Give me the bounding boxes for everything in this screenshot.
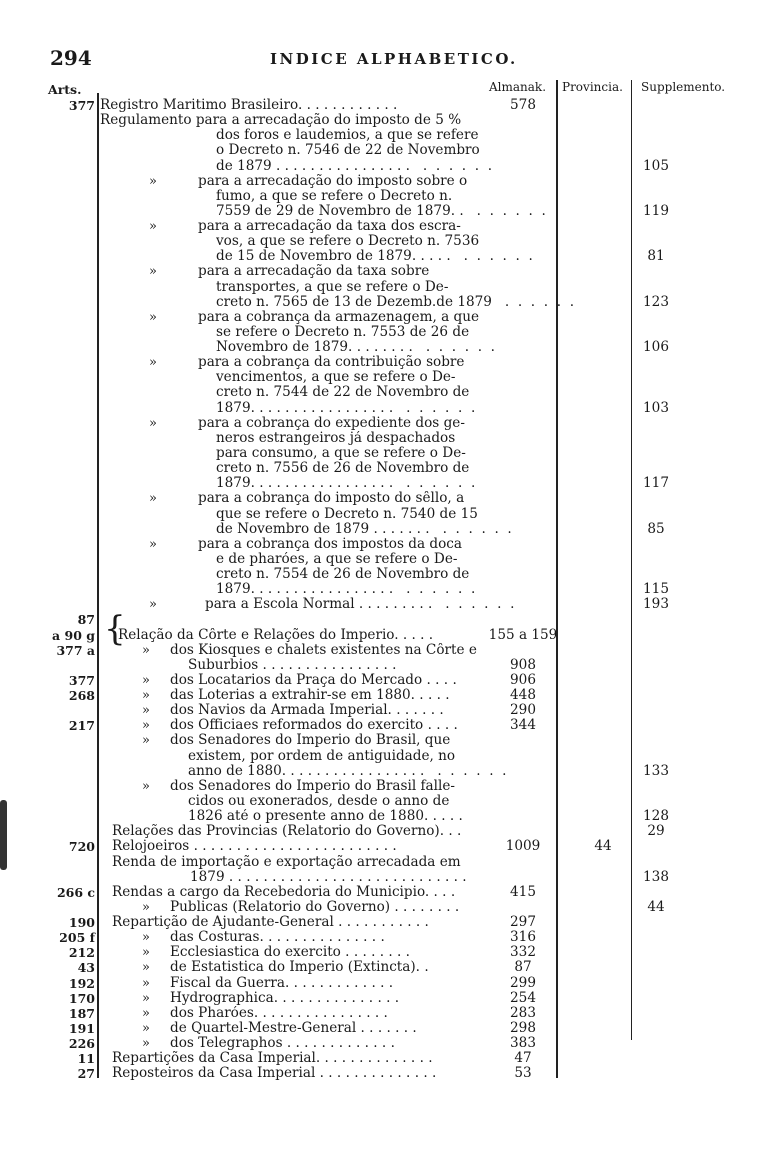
article-number: 11 <box>77 1051 95 1067</box>
ditto-mark: » <box>142 990 150 1006</box>
article-number: 377 <box>68 98 95 113</box>
entry-text: das Loterias a extrahir-se em 1880. . . . . <box>170 688 450 704</box>
entry-text: transportes, a que se refere o De- <box>216 279 449 295</box>
ditto-mark: » <box>149 536 157 552</box>
entry-text: dos Pharóes. . . . . . . . . . . . . . . . <box>170 1005 388 1021</box>
supplemento-page: 81 <box>647 248 665 265</box>
entry-text: Publicas (Relatorio do Governo) . . . . . . . . <box>170 899 460 915</box>
provincia-column-rule <box>631 80 632 1040</box>
ditto-mark: » <box>142 899 150 915</box>
entry-text: Suburbios . . . . . . . . . . . . . . . . <box>188 657 397 673</box>
article-number: 268 <box>68 688 95 704</box>
ditto-mark: » <box>142 672 150 688</box>
almanak-page: 448 <box>510 687 536 704</box>
entry-text: dos Telegraphos . . . . . . . . . . . . . <box>170 1036 395 1052</box>
brace-mark: { <box>104 609 126 649</box>
entry-text: Ecclesiastica do exercito . . . . . . . . <box>170 945 411 961</box>
ditto-mark: » <box>149 309 157 325</box>
supplemento-page: 44 <box>647 898 665 915</box>
entry-text: para a arrecadação da taxa dos escra- <box>198 219 461 235</box>
entry-text: Relojoeiros . . . . . . . . . . . . . . . . . . . . . . . . <box>112 839 397 855</box>
almanak-page: 578 <box>510 97 536 113</box>
ditto-mark: » <box>149 264 157 280</box>
ditto-mark: » <box>142 1036 150 1052</box>
ditto-mark: » <box>142 778 150 794</box>
ditto-mark: » <box>142 718 150 734</box>
page-title: INDICE ALPHABETICO. <box>270 50 518 68</box>
entry-text: creto n. 7556 de 26 de Novembro de <box>216 461 470 477</box>
entry-text: de Novembro de 1879 . . . . . . . . . . . . . <box>216 521 512 537</box>
ditto-mark: » <box>149 597 157 613</box>
entry-text: 1879 . . . . . . . . . . . . . . . . . . . . . . . . . . . . <box>190 869 467 885</box>
almanak-page: 53 <box>514 1065 532 1082</box>
ditto-mark: » <box>142 733 150 749</box>
article-number: 87 <box>77 612 95 628</box>
arts-column-header: Arts. <box>48 82 82 97</box>
almanak-column-header: Almanak. <box>489 80 547 94</box>
entry-text: dos Locatarios da Praça do Mercado . . . . <box>170 672 457 688</box>
entry-text: fumo, a que se refere o Decreto n. <box>216 188 453 204</box>
article-number: 190 <box>68 915 95 931</box>
almanak-page: 283 <box>510 1004 536 1021</box>
entry-text: de Quartel-Mestre-General . . . . . . . <box>170 1020 417 1036</box>
binding-smudge <box>0 800 7 870</box>
supplemento-page: 123 <box>643 293 669 310</box>
entry-text: Hydrographica. . . . . . . . . . . . . . . <box>170 990 400 1006</box>
ditto-mark: » <box>149 355 157 371</box>
entry-text: Novembro de 1879. . . . . . . . . . . . . . <box>216 340 495 356</box>
entry-text: das Costuras. . . . . . . . . . . . . . . <box>170 930 385 946</box>
article-number: 205 f <box>59 930 95 946</box>
almanak-page: 1009 <box>505 838 541 855</box>
provincia-page: 44 <box>594 838 612 855</box>
entry-text: se refere o Decreto n. 7553 de 26 de <box>216 324 470 340</box>
entry-text: Relação da Côrte e Relações do Imperio. . . . . <box>118 627 434 643</box>
entry-text: Repartições da Casa Imperial. . . . . . . . . . . . . . <box>112 1051 433 1067</box>
entry-text: Relações das Provincias (Relatorio do Governo). . . <box>112 824 462 840</box>
almanak-page: 155 a 159 <box>488 626 558 643</box>
supplemento-page: 106 <box>643 339 669 356</box>
entry-text: de 1879 . . . . . . . . . . . . . . . . . . . . . . <box>216 158 493 174</box>
left-column-rule <box>97 93 99 1078</box>
ditto-mark: » <box>142 930 150 946</box>
almanak-page: 298 <box>510 1019 536 1036</box>
entry-text: dos Senadores do Imperio do Brasil, que <box>170 733 451 749</box>
entry-text: dos Kiosques e chalets existentes na Côrte e <box>170 642 477 658</box>
supplemento-page: 119 <box>643 202 669 219</box>
ditto-mark: » <box>149 415 157 431</box>
article-number: a 90 g <box>52 627 95 643</box>
entry-text: 1879. . . . . . . . . . . . . . . . . . . . . . . <box>216 582 476 598</box>
page-number: 294 <box>50 46 92 70</box>
entry-text: 1879. . . . . . . . . . . . . . . . . . . . . . . <box>216 476 476 492</box>
article-number: 377 a <box>56 642 95 658</box>
entry-text: Repartição de Ajudante-General . . . . . . . . . . . <box>112 915 429 931</box>
supplemento-page: 128 <box>643 808 669 825</box>
entry-text: vencimentos, a que se refere o De- <box>216 370 456 386</box>
entry-text: e de pharóes, a que se refere o De- <box>216 551 458 567</box>
article-number: 377 <box>68 672 95 688</box>
article-number: 192 <box>68 975 95 991</box>
almanak-page: 383 <box>510 1035 536 1052</box>
supplemento-column-header: Supplemento. <box>641 80 726 94</box>
entry-text: de 15 de Novembro de 1879. . . . . . . . . . . <box>216 249 533 265</box>
supplemento-page: 138 <box>643 868 669 885</box>
article-number: 43 <box>77 960 95 976</box>
entry-text: o Decreto n. 7546 de 22 de Novembro <box>216 143 480 159</box>
entry-text: de Estatistica do Imperio (Extincta). . <box>170 960 429 976</box>
entry-text: 1826 até o presente anno de 1880. . . . . <box>188 809 463 825</box>
article-number: 27 <box>77 1066 95 1082</box>
supplemento-page: 117 <box>643 475 669 492</box>
ditto-mark: » <box>142 960 150 976</box>
almanak-page: 290 <box>510 702 536 719</box>
entry-text: dos foros e laudemios, a que se refere <box>216 128 479 144</box>
entry-text: Regulamento para a arrecadação do imposto de 5 % <box>100 113 462 129</box>
entry-text: 7559 de 29 de Novembro de 1879. . . . . . . . <box>216 203 546 219</box>
ditto-mark: » <box>142 945 150 961</box>
almanak-page: 415 <box>510 883 536 900</box>
entry-text: existem, por ordem de antiguidade, no <box>188 748 456 764</box>
almanak-page: 906 <box>510 671 536 688</box>
ditto-mark: » <box>142 975 150 991</box>
ditto-mark: » <box>149 491 157 507</box>
entry-text: que se refere o Decreto n. 7540 de 15 <box>216 506 478 522</box>
entry-text: creto n. 7544 de 22 de Novembro de <box>216 385 470 401</box>
almanak-page: 47 <box>514 1050 532 1067</box>
entry-text: Renda de importação e exportação arrecadada em <box>112 854 461 870</box>
entry-text: para a cobrança do expediente dos ge- <box>198 415 465 431</box>
ditto-mark: » <box>142 703 150 719</box>
entry-text: dos Senadores do Imperio do Brasil falle- <box>170 778 455 794</box>
supplemento-page: 105 <box>643 157 669 174</box>
entry-text: creto n. 7554 de 26 de Novembro de <box>216 567 470 583</box>
ditto-mark: » <box>142 642 150 658</box>
almanak-page: 254 <box>510 989 536 1006</box>
almanak-page: 87 <box>514 959 532 976</box>
article-number: 212 <box>68 945 95 961</box>
almanak-page: 316 <box>510 929 536 946</box>
entry-text: para a arrecadação da taxa sobre <box>198 264 430 280</box>
entry-text: para consumo, a que se refere o De- <box>216 445 466 461</box>
supplemento-page: 133 <box>643 762 669 779</box>
almanak-page: 297 <box>510 914 536 931</box>
supplemento-page: 115 <box>643 581 669 598</box>
entry-text: Reposteiros da Casa Imperial . . . . . . . . . . . . . . <box>112 1066 437 1082</box>
entry-text: Rendas a cargo da Recebedoria do Municipio. . . . <box>112 884 456 900</box>
provincia-column-header: Provincia. <box>562 80 623 94</box>
entry-text: anno de 1880. . . . . . . . . . . . . . . . . . . . . . . <box>188 763 507 779</box>
entry-text: para a cobrança da armazenagem, a que <box>198 309 480 325</box>
supplemento-page: 103 <box>643 399 669 416</box>
almanak-page: 908 <box>510 656 536 673</box>
entry-text: Fiscal da Guerra. . . . . . . . . . . . . <box>170 975 394 991</box>
supplemento-page: 85 <box>647 520 665 537</box>
entry-text: para a arrecadação do imposto sobre o <box>198 173 468 189</box>
ditto-mark: » <box>149 173 157 189</box>
article-number: 266 c <box>56 884 95 900</box>
entry-text: creto n. 7565 de 13 de Dezemb.de 1879 . . . . . . <box>216 294 575 310</box>
entry-text: neros estrangeiros já despachados <box>216 430 456 446</box>
article-number: 217 <box>68 718 95 734</box>
ditto-mark: » <box>142 688 150 704</box>
entry-text: para a Escola Normal . . . . . . . . . . . . . . . <box>205 597 515 613</box>
almanak-page: 332 <box>510 944 536 961</box>
entry-text: vos, a que se refere o Decreto n. 7536 <box>216 234 480 250</box>
ditto-mark: » <box>142 1005 150 1021</box>
article-number: 720 <box>68 839 95 855</box>
article-number: 226 <box>68 1036 95 1052</box>
ditto-mark: » <box>149 219 157 235</box>
entry-text: Registro Maritimo Brasileiro. . . . . . . . . . . . <box>100 98 398 113</box>
entry-text: para a cobrança do imposto do sêllo, a <box>198 491 465 507</box>
article-number: 170 <box>68 990 95 1006</box>
entry-text: cidos ou exonerados, desde o anno de <box>188 793 450 809</box>
almanak-page: 299 <box>510 974 536 991</box>
entry-text: 1879. . . . . . . . . . . . . . . . . . . . . . . <box>216 400 476 416</box>
supplemento-page: 29 <box>647 823 665 840</box>
entry-text: para a cobrança da contribuição sobre <box>198 355 465 371</box>
entry-text: para a cobrança dos impostos da doca <box>198 536 463 552</box>
almanak-page: 344 <box>510 717 536 734</box>
ditto-mark: » <box>142 1020 150 1036</box>
supplemento-page: 193 <box>643 596 669 613</box>
article-number: 191 <box>68 1020 95 1036</box>
entry-text: dos Navios da Armada Imperial. . . . . . . <box>170 703 444 719</box>
article-number: 187 <box>68 1005 95 1021</box>
entry-text: dos Officiaes reformados do exercito . . . . <box>170 718 458 734</box>
